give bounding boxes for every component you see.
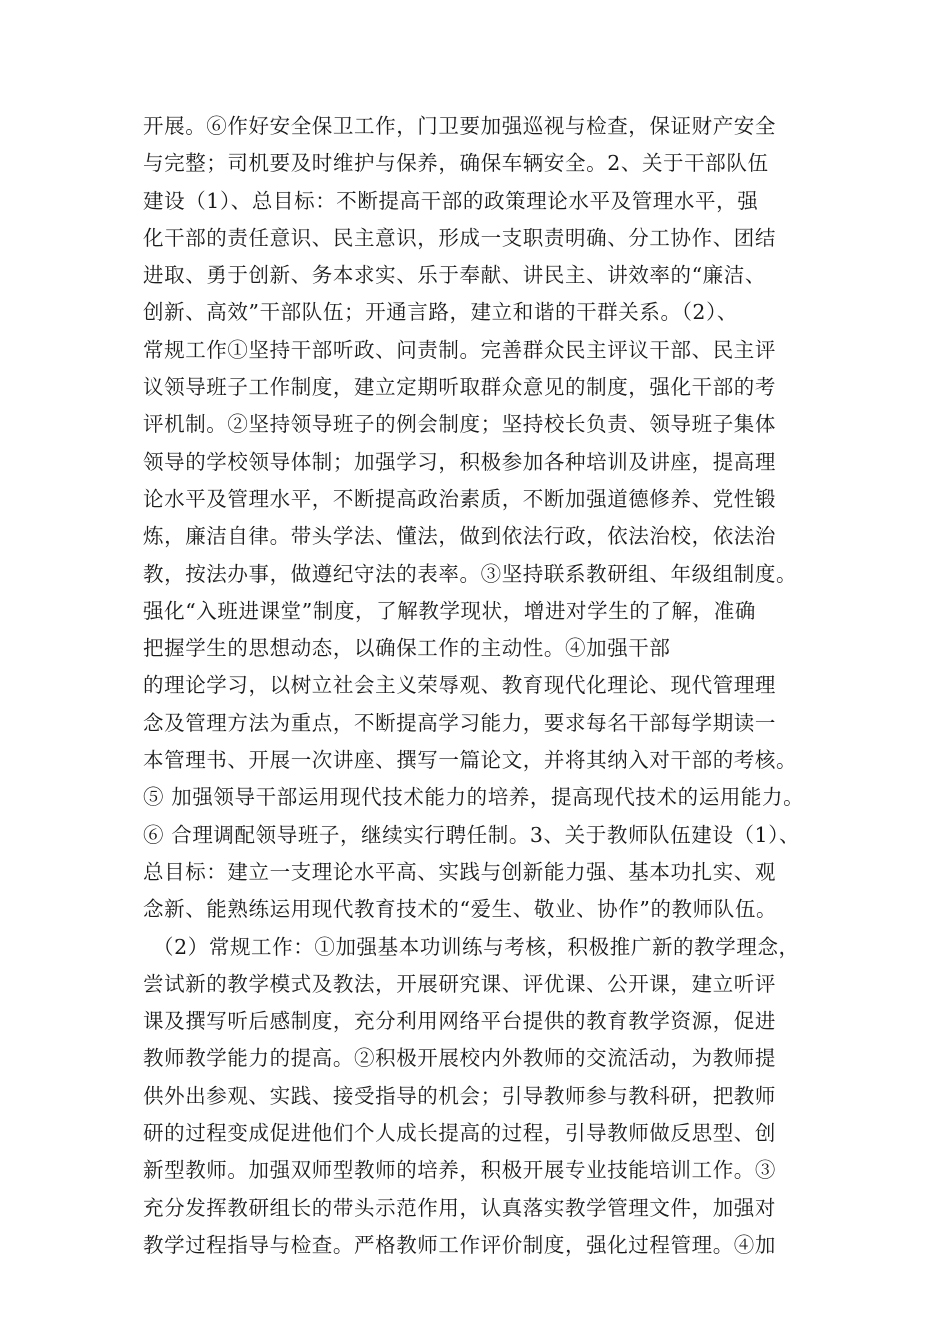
- text-line: 研的过程变成促进他们个人成长提高的过程，引导教师做反思型、创: [143, 1121, 776, 1146]
- text-line: 常规工作①坚持干部听政、问责制。完善群众民主评议干部、民主评: [143, 337, 776, 362]
- text-line: ⑤ 加强领导干部运用现代技术能力的培养，提高现代技术的运用能力。: [143, 785, 805, 810]
- text-line: 课及撰写听后感制度，充分利用网络平台提供的教育教学资源，促进: [143, 1009, 776, 1034]
- text-line: 充分发挥教研组长的带头示范作用，认真落实教学管理文件，加强对: [143, 1195, 776, 1220]
- text-line: 尝试新的教学模式及教法，开展研究课、评优课、公开课，建立听评: [143, 971, 776, 996]
- text-line: ⑥ 合理调配领导班子，继续实行聘任制。3、关于教师队伍建设（1）、: [143, 822, 801, 847]
- text-line: 论水平及管理水平，不断提高政治素质，不断加强道德修养、党性锻: [143, 486, 776, 511]
- text-line: 开展。⑥作好安全保卫工作，门卫要加强巡视与检查，保证财产安全: [143, 114, 776, 138]
- text-line: 教学过程指导与检查。严格教师工作评价制度，强化过程管理。④加: [143, 1232, 776, 1257]
- text-line: 评机制。②坚持领导班子的例会制度；坚持校长负责、领导班子集体: [143, 412, 776, 437]
- text-line: 教师教学能力的提高。②积极开展校内外教师的交流活动，为教师提: [143, 1046, 776, 1071]
- text-line: 强化“入班进课堂”制度，了解教学现状，增进对学生的了解，准确: [143, 598, 756, 623]
- text-line: 念新、能熟练运用现代教育技术的“爱生、敬业、协作”的教师队伍。: [143, 897, 778, 922]
- text-line: 新型教师。加强双师型教师的培养，积极开展专业技能培训工作。③: [143, 1158, 776, 1183]
- text-line: 总目标：建立一支理论水平高、实践与创新能力强、基本功扎实、观: [143, 859, 776, 884]
- text-line: 念及管理方法为重点，不断提高学习能力，要求每名干部每学期读一: [143, 710, 776, 735]
- text-line: 化干部的责任意识、民主意识，形成一支职责明确、分工协作、团结: [143, 225, 776, 250]
- text-line: 炼，廉洁自律。带头学法、懂法，做到依法行政，依法治校，依法治: [143, 524, 776, 549]
- text-line: 供外出参观、实践、接受指导的机会；引导教师参与教科研，把教师: [143, 1083, 776, 1108]
- text-line: 的理论学习，以树立社会主义荣辱观、教育现代化理论、现代管理理: [143, 673, 776, 698]
- text-line: 本管理书、开展一次讲座、撰写一篇论文，并将其纳入对干部的考核。: [143, 748, 798, 773]
- text-line: 议领导班子工作制度，建立定期听取群众意见的制度，强化干部的考: [143, 375, 776, 400]
- text-line: 进取、勇于创新、务本求实、乐于奉献、讲民主、讲效率的“廉洁、: [143, 263, 766, 288]
- text-line: （2）常规工作：①加强基本功训练与考核，积极推广新的教学理念，: [153, 934, 800, 959]
- body-text: [143, 108, 843, 1264]
- text-line: 领导的学校领导体制；加强学习，积极参加各种培训及讲座，提高理: [143, 449, 776, 474]
- text-line: 把握学生的思想动态，以确保工作的主动性。④加强干部: [143, 636, 671, 661]
- text-line: 与完整；司机要及时维护与保养，确保车辆安全。2、关于干部队伍: [143, 151, 769, 176]
- text-line: 教，按法办事，做遵纪守法的表率。③坚持联系教研组、年级组制度。: [143, 561, 798, 586]
- text-line: 建设（1）、总目标：不断提高干部的政策理论水平及管理水平，强: [143, 188, 759, 213]
- text-line: 创新、高效”干部队伍；开通言路，建立和谐的干群关系。（2）、: [143, 300, 739, 325]
